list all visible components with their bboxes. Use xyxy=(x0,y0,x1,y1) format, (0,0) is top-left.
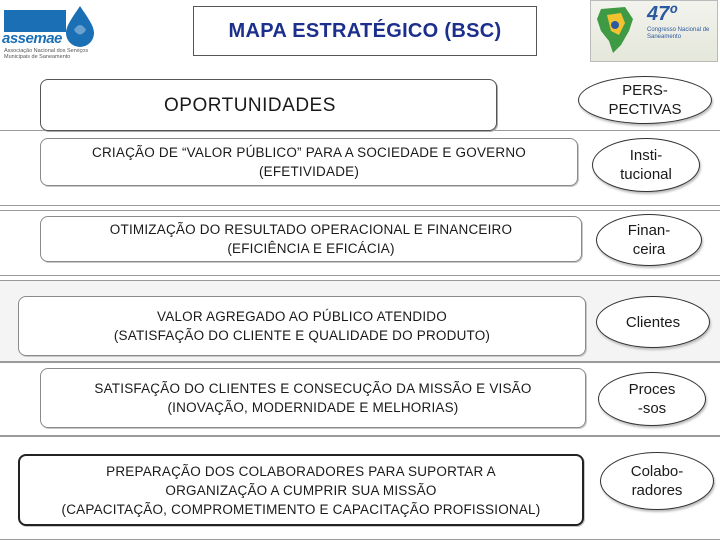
page-title-text: MAPA ESTRATÉGICO (BSC) xyxy=(228,19,502,42)
perspective-line: ceira xyxy=(632,241,666,258)
statement-line: PREPARAÇÃO DOS COLABORADORES PARA SUPORTAR A xyxy=(106,463,496,479)
perspective-line: Finan- xyxy=(627,222,671,239)
perspective-line: Insti- xyxy=(629,147,663,164)
statement-institucional xyxy=(40,138,578,186)
perspectives-header xyxy=(578,76,712,124)
perspectives-header-line1: PERS- xyxy=(622,82,668,99)
assemae-logo xyxy=(2,2,98,64)
page-title xyxy=(193,6,537,56)
statement-line: (SATISFAÇÃO DO CLIENTE E QUALIDADE DO PRODUTO) xyxy=(113,328,491,343)
perspective-line: Colabo- xyxy=(630,463,684,480)
statement-line: VALOR AGREGADO AO PÚBLICO ATENDIDO xyxy=(157,309,447,324)
perspective-financeira xyxy=(596,214,702,266)
perspectives-header-line2: PECTIVAS xyxy=(608,101,682,118)
perspective-clientes xyxy=(596,296,710,348)
statement-line: (INOVAÇÃO, MODERNIDADE E MELHORIAS) xyxy=(167,400,459,415)
statement-line: ORGANIZAÇÃO A CUMPRIR SUA MISSÃO xyxy=(165,482,437,498)
statement-processos xyxy=(40,368,586,428)
perspective-colaboradores xyxy=(600,452,714,510)
statement-line: (EFETIVIDADE) xyxy=(258,164,360,179)
statement-line: SATISFAÇÃO DO CLIENTES E CONSECUÇÃO DA MISSÃO E VISÃO xyxy=(94,381,532,396)
perspective-institucional xyxy=(592,138,700,192)
statement-line: CRIAÇÃO DE “VALOR PÚBLICO” PARA A SOCIEDADE E GOVERNO xyxy=(92,145,526,160)
perspective-line: Clientes xyxy=(625,313,681,331)
statement-financeira xyxy=(40,216,582,262)
opportunities-box xyxy=(40,79,497,131)
opportunities-label: OPORTUNIDADES xyxy=(164,95,336,116)
statement-line: (EFICIÊNCIA E EFICÁCIA) xyxy=(227,241,395,256)
statement-clientes xyxy=(18,296,586,356)
perspective-line: Proces xyxy=(628,381,676,398)
statement-line: OTIMIZAÇÃO DO RESULTADO OPERACIONAL E FINANCEIRO xyxy=(109,222,513,237)
perspective-line: tucional xyxy=(620,166,672,183)
statement-colaboradores xyxy=(18,454,584,526)
assemae-wordmark: assemae xyxy=(2,30,62,47)
perspective-processos xyxy=(598,372,706,426)
congress-text: Congresso Nacional de Saneamento xyxy=(647,27,710,40)
perspective-line: -sos xyxy=(637,400,667,417)
perspective-line: radores xyxy=(631,482,683,499)
congress-logo xyxy=(590,0,718,62)
statement-line: (CAPACITAÇÃO, COMPROMETIMENTO E CAPACITAÇÃO PROFISSIONAL) xyxy=(61,501,541,517)
assemae-caption: Associação Nacional dos Serviços Municipais de Saneamento xyxy=(4,48,89,60)
congress-number: 47º xyxy=(647,3,677,25)
